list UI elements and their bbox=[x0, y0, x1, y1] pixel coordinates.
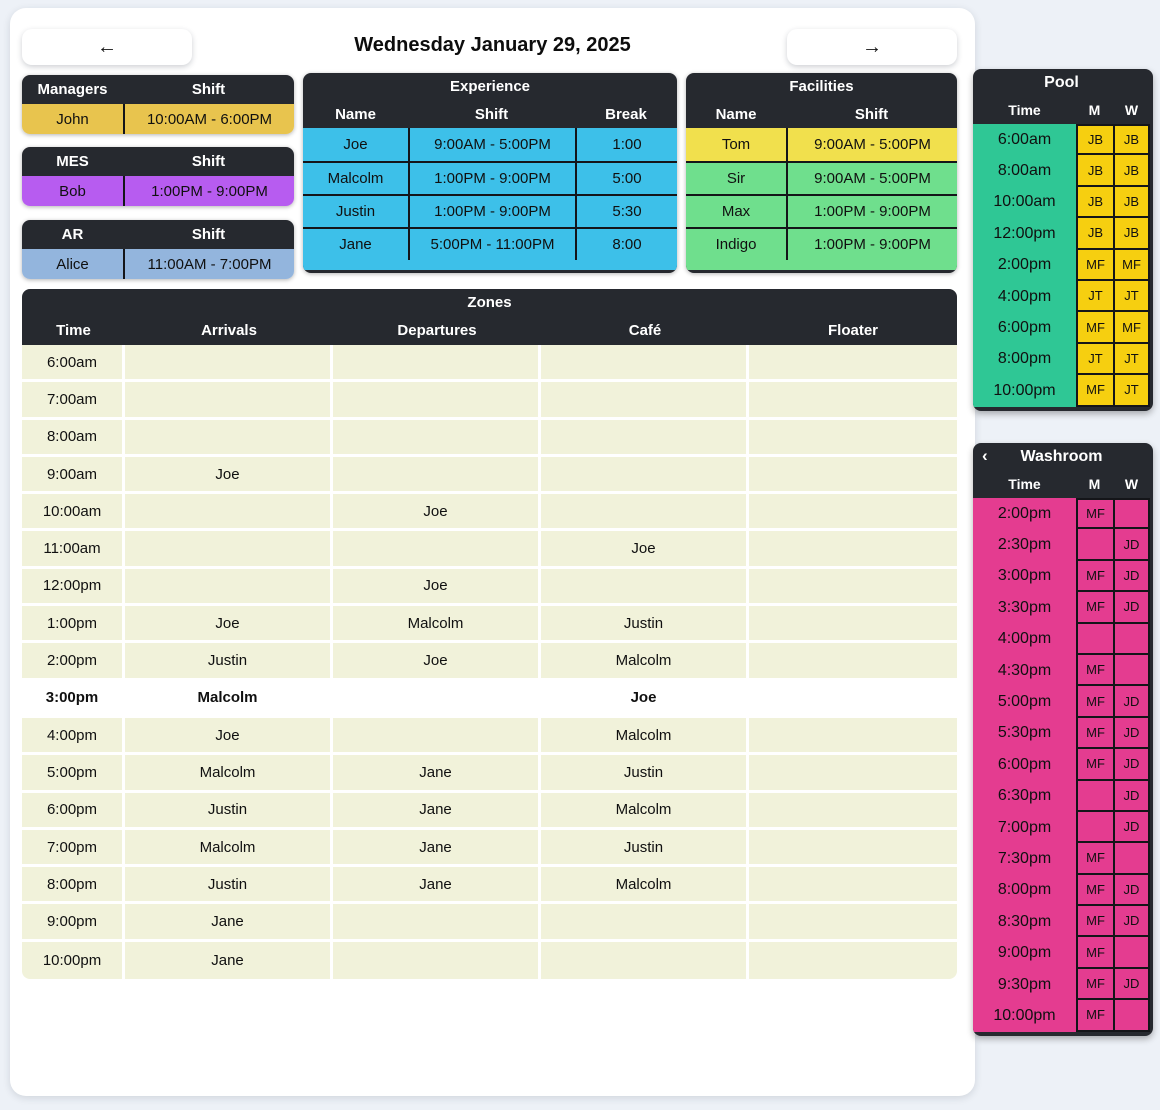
zones-cell-departures: Jane bbox=[333, 755, 541, 792]
zones-cell-departures: Joe bbox=[333, 494, 541, 531]
pool-body bbox=[973, 124, 1150, 407]
washroom-m-cell: MF bbox=[1076, 843, 1113, 874]
washroom-row bbox=[973, 686, 1150, 717]
zones-cell-cafe bbox=[541, 569, 749, 606]
facilities-shift-cell: 9:00AM - 5:00PM bbox=[786, 163, 957, 194]
washroom-col-time: Time bbox=[1008, 476, 1041, 492]
zones-cell-cafe bbox=[541, 420, 749, 457]
washroom-col-w: W bbox=[1124, 476, 1139, 492]
zones-cell-time: 1:00pm bbox=[22, 606, 125, 643]
washroom-time-cell: 3:30pm bbox=[973, 592, 1076, 623]
zones-body bbox=[22, 345, 957, 979]
managers-title: Managers bbox=[37, 81, 108, 98]
zones-cell-arrivals bbox=[125, 531, 333, 568]
washroom-table bbox=[973, 443, 1153, 1036]
washroom-title: Washroom bbox=[1020, 447, 1103, 465]
zones-row bbox=[22, 420, 957, 457]
pool-row bbox=[973, 155, 1150, 186]
pool-m-cell: JT bbox=[1076, 281, 1113, 312]
zones-cell-floater bbox=[749, 569, 957, 606]
zones-cell-cafe: Joe bbox=[541, 531, 749, 568]
washroom-w-cell bbox=[1113, 843, 1150, 874]
chevron-left-icon[interactable]: ‹ bbox=[982, 446, 988, 465]
pool-w-cell: JB bbox=[1113, 124, 1150, 155]
washroom-m-cell: MF bbox=[1076, 749, 1113, 780]
experience-row bbox=[303, 128, 677, 161]
zones-cell-cafe: Joe bbox=[541, 681, 749, 718]
zones-cell-time: 10:00am bbox=[22, 494, 125, 531]
pool-m-cell: MF bbox=[1076, 312, 1113, 343]
zones-cell-arrivals: Jane bbox=[125, 942, 333, 979]
zones-cell-cafe bbox=[541, 942, 749, 979]
pool-time-cell: 8:00am bbox=[973, 155, 1076, 186]
facilities-table bbox=[686, 73, 957, 273]
zones-cell-arrivals bbox=[125, 345, 333, 382]
zones-cell-time: 8:00pm bbox=[22, 867, 125, 904]
zones-cell-cafe: Justin bbox=[541, 755, 749, 792]
zones-cell-time: 6:00am bbox=[22, 345, 125, 382]
ar-name-cell: Alice bbox=[22, 249, 123, 279]
mes-title: MES bbox=[56, 153, 89, 170]
zones-cell-departures bbox=[333, 718, 541, 755]
zones-cell-arrivals: Malcolm bbox=[125, 681, 333, 718]
facilities-row bbox=[686, 194, 957, 227]
pool-row bbox=[973, 250, 1150, 281]
ar-shift-header: Shift bbox=[191, 226, 226, 243]
experience-name-cell: Malcolm bbox=[303, 163, 408, 194]
prev-day-button[interactable] bbox=[22, 29, 192, 65]
zones-cell-arrivals bbox=[125, 420, 333, 457]
zones-cell-departures bbox=[333, 942, 541, 979]
zones-row bbox=[22, 531, 957, 568]
facilities-body bbox=[686, 128, 957, 260]
zones-row bbox=[22, 643, 957, 680]
zones-cell-arrivals bbox=[125, 569, 333, 606]
zones-col-floater: Floater bbox=[827, 322, 878, 339]
zones-cell-arrivals: Justin bbox=[125, 793, 333, 830]
zones-row bbox=[22, 904, 957, 941]
experience-shift-cell: 5:00PM - 11:00PM bbox=[408, 229, 575, 260]
facilities-col-shift: Shift bbox=[854, 105, 889, 123]
zones-cell-cafe bbox=[541, 904, 749, 941]
experience-body bbox=[303, 128, 677, 260]
pool-m-cell: JB bbox=[1076, 187, 1113, 218]
zones-cell-arrivals: Joe bbox=[125, 457, 333, 494]
experience-shift-cell: 9:00AM - 5:00PM bbox=[408, 128, 575, 161]
zones-cell-time: 9:00am bbox=[22, 457, 125, 494]
pool-row bbox=[973, 187, 1150, 218]
managers-row bbox=[22, 104, 294, 134]
pool-col-m: M bbox=[1088, 102, 1101, 118]
pool-w-cell: JB bbox=[1113, 155, 1150, 186]
pool-time-cell: 10:00am bbox=[973, 187, 1076, 218]
washroom-time-cell: 9:30pm bbox=[973, 969, 1076, 1000]
zones-col-departures: Departures bbox=[397, 322, 477, 339]
pool-m-cell: JB bbox=[1076, 218, 1113, 249]
zones-cell-floater bbox=[749, 718, 957, 755]
pool-w-cell: JB bbox=[1113, 187, 1150, 218]
zones-cell-arrivals bbox=[125, 494, 333, 531]
washroom-time-cell: 4:30pm bbox=[973, 655, 1076, 686]
pool-row bbox=[973, 375, 1150, 406]
washroom-row bbox=[973, 843, 1150, 874]
zones-cell-time: 8:00am bbox=[22, 420, 125, 457]
experience-row bbox=[303, 161, 677, 194]
ar-shift-cell: 11:00AM - 7:00PM bbox=[123, 249, 294, 279]
zones-cell-time: 5:00pm bbox=[22, 755, 125, 792]
washroom-time-cell: 5:30pm bbox=[973, 718, 1076, 749]
pool-time-cell: 12:00pm bbox=[973, 218, 1076, 249]
washroom-time-cell: 6:00pm bbox=[973, 749, 1076, 780]
pool-m-cell: MF bbox=[1076, 250, 1113, 281]
zones-col-arrivals: Arrivals bbox=[201, 322, 257, 339]
zones-cell-departures: Malcolm bbox=[333, 606, 541, 643]
pool-row bbox=[973, 218, 1150, 249]
washroom-w-cell: JD bbox=[1113, 686, 1150, 717]
zones-cell-floater bbox=[749, 681, 957, 718]
zones-cell-arrivals: Justin bbox=[125, 643, 333, 680]
washroom-m-cell bbox=[1076, 529, 1113, 560]
washroom-w-cell bbox=[1113, 1000, 1150, 1031]
washroom-w-cell bbox=[1113, 498, 1150, 529]
pool-w-cell: MF bbox=[1113, 312, 1150, 343]
pool-col-w: W bbox=[1124, 102, 1139, 118]
zones-col-cafe: Café bbox=[628, 322, 662, 339]
washroom-time-cell: 2:30pm bbox=[973, 529, 1076, 560]
washroom-time-cell: 3:00pm bbox=[973, 561, 1076, 592]
managers-shift-cell: 10:00AM - 6:00PM bbox=[123, 104, 294, 134]
zones-cell-floater bbox=[749, 904, 957, 941]
zones-row bbox=[22, 942, 957, 979]
experience-row bbox=[303, 227, 677, 260]
facilities-footer bbox=[686, 260, 957, 270]
zones-cell-departures bbox=[333, 681, 541, 718]
experience-shift-cell: 1:00PM - 9:00PM bbox=[408, 196, 575, 227]
experience-name-cell: Justin bbox=[303, 196, 408, 227]
experience-shift-cell: 1:00PM - 9:00PM bbox=[408, 163, 575, 194]
zones-cell-departures: Joe bbox=[333, 569, 541, 606]
washroom-w-cell: JD bbox=[1113, 529, 1150, 560]
facilities-name-cell: Sir bbox=[686, 163, 786, 194]
washroom-w-cell: JD bbox=[1113, 592, 1150, 623]
zones-cell-floater bbox=[749, 531, 957, 568]
facilities-title: Facilities bbox=[789, 78, 854, 95]
washroom-time-cell: 7:00pm bbox=[973, 812, 1076, 843]
washroom-m-cell bbox=[1076, 781, 1113, 812]
zones-cell-cafe: Justin bbox=[541, 606, 749, 643]
washroom-time-cell: 8:30pm bbox=[973, 906, 1076, 937]
washroom-row bbox=[973, 969, 1150, 1000]
pool-row bbox=[973, 344, 1150, 375]
zones-cell-cafe bbox=[541, 382, 749, 419]
zones-cell-arrivals: Justin bbox=[125, 867, 333, 904]
pool-time-cell: 4:00pm bbox=[973, 281, 1076, 312]
zones-cell-cafe: Justin bbox=[541, 830, 749, 867]
left-arrow-icon: ← bbox=[97, 35, 117, 58]
pool-w-cell: JB bbox=[1113, 218, 1150, 249]
zones-cell-cafe: Malcolm bbox=[541, 793, 749, 830]
experience-table bbox=[303, 73, 677, 273]
zones-cell-departures bbox=[333, 904, 541, 941]
zones-cell-cafe: Malcolm bbox=[541, 643, 749, 680]
managers-table bbox=[22, 75, 294, 134]
zones-col-time: Time bbox=[56, 322, 91, 339]
experience-name-cell: Joe bbox=[303, 128, 408, 161]
zones-cell-cafe: Malcolm bbox=[541, 718, 749, 755]
washroom-m-cell: MF bbox=[1076, 592, 1113, 623]
washroom-m-cell: MF bbox=[1076, 655, 1113, 686]
experience-footer bbox=[303, 260, 677, 270]
zones-row bbox=[22, 606, 957, 643]
zones-cell-arrivals bbox=[125, 382, 333, 419]
washroom-m-cell: MF bbox=[1076, 1000, 1113, 1031]
pool-w-cell: JT bbox=[1113, 281, 1150, 312]
washroom-m-cell: MF bbox=[1076, 561, 1113, 592]
pool-m-cell: JB bbox=[1076, 155, 1113, 186]
washroom-time-cell: 10:00pm bbox=[973, 1000, 1076, 1031]
pool-w-cell: JT bbox=[1113, 375, 1150, 406]
pool-m-cell: JB bbox=[1076, 124, 1113, 155]
zones-cell-floater bbox=[749, 867, 957, 904]
facilities-name-cell: Indigo bbox=[686, 229, 786, 260]
pool-time-cell: 10:00pm bbox=[973, 375, 1076, 406]
zones-cell-floater bbox=[749, 420, 957, 457]
zones-row bbox=[22, 793, 957, 830]
zones-cell-time: 9:00pm bbox=[22, 904, 125, 941]
pool-time-cell: 6:00pm bbox=[973, 312, 1076, 343]
zones-cell-cafe bbox=[541, 494, 749, 531]
washroom-row bbox=[973, 561, 1150, 592]
zones-cell-cafe bbox=[541, 345, 749, 382]
zones-cell-departures bbox=[333, 457, 541, 494]
washroom-time-cell: 5:00pm bbox=[973, 686, 1076, 717]
zones-row bbox=[22, 830, 957, 867]
right-arrow-icon: → bbox=[862, 35, 882, 58]
washroom-row bbox=[973, 718, 1150, 749]
zones-cell-time: 4:00pm bbox=[22, 718, 125, 755]
next-day-button[interactable] bbox=[787, 29, 957, 65]
washroom-m-cell: MF bbox=[1076, 498, 1113, 529]
pool-m-cell: MF bbox=[1076, 375, 1113, 406]
facilities-shift-cell: 1:00PM - 9:00PM bbox=[786, 229, 957, 260]
washroom-body bbox=[973, 498, 1150, 1032]
mes-table bbox=[22, 147, 294, 206]
zones-cell-arrivals: Malcolm bbox=[125, 755, 333, 792]
main-card bbox=[10, 8, 975, 1096]
zones-cell-departures: Joe bbox=[333, 643, 541, 680]
washroom-w-cell: JD bbox=[1113, 781, 1150, 812]
washroom-time-cell: 8:00pm bbox=[973, 875, 1076, 906]
pool-table bbox=[973, 69, 1153, 411]
zones-cell-cafe bbox=[541, 457, 749, 494]
zones-cell-floater bbox=[749, 830, 957, 867]
mes-row bbox=[22, 176, 294, 206]
pool-w-cell: MF bbox=[1113, 250, 1150, 281]
zones-cell-arrivals: Joe bbox=[125, 718, 333, 755]
managers-shift-header: Shift bbox=[191, 81, 226, 98]
washroom-row bbox=[973, 498, 1150, 529]
washroom-w-cell: JD bbox=[1113, 749, 1150, 780]
zones-title: Zones bbox=[22, 289, 957, 316]
zones-row bbox=[22, 569, 957, 606]
washroom-row bbox=[973, 906, 1150, 937]
washroom-row bbox=[973, 812, 1150, 843]
zones-row bbox=[22, 681, 957, 718]
zones-row bbox=[22, 867, 957, 904]
washroom-w-cell bbox=[1113, 937, 1150, 968]
washroom-m-cell bbox=[1076, 812, 1113, 843]
zones-cell-time: 6:00pm bbox=[22, 793, 125, 830]
ar-row bbox=[22, 249, 294, 279]
pool-row bbox=[973, 312, 1150, 343]
washroom-row bbox=[973, 592, 1150, 623]
facilities-row bbox=[686, 227, 957, 260]
washroom-row bbox=[973, 937, 1150, 968]
washroom-m-cell: MF bbox=[1076, 686, 1113, 717]
experience-break-cell: 8:00 bbox=[575, 229, 677, 260]
washroom-time-cell: 7:30pm bbox=[973, 843, 1076, 874]
mes-shift-cell: 1:00PM - 9:00PM bbox=[123, 176, 294, 206]
zones-cell-departures bbox=[333, 345, 541, 382]
zones-cell-floater bbox=[749, 345, 957, 382]
zones-row bbox=[22, 345, 957, 382]
washroom-time-cell: 2:00pm bbox=[973, 498, 1076, 529]
washroom-time-cell: 6:30pm bbox=[973, 781, 1076, 812]
washroom-w-cell: JD bbox=[1113, 812, 1150, 843]
washroom-row bbox=[973, 529, 1150, 560]
ar-title: AR bbox=[61, 226, 84, 243]
zones-cell-arrivals: Jane bbox=[125, 904, 333, 941]
washroom-row bbox=[973, 624, 1150, 655]
zones-cell-arrivals: Malcolm bbox=[125, 830, 333, 867]
facilities-row bbox=[686, 128, 957, 161]
washroom-row bbox=[973, 1000, 1150, 1031]
zones-cell-time: 11:00am bbox=[22, 531, 125, 568]
washroom-w-cell: JD bbox=[1113, 906, 1150, 937]
zones-row bbox=[22, 755, 957, 792]
zones-cell-floater bbox=[749, 942, 957, 979]
washroom-col-m: M bbox=[1088, 476, 1101, 492]
washroom-m-cell bbox=[1076, 624, 1113, 655]
washroom-row bbox=[973, 875, 1150, 906]
pool-col-time: Time bbox=[1008, 102, 1041, 118]
washroom-row bbox=[973, 655, 1150, 686]
zones-cell-time: 12:00pm bbox=[22, 569, 125, 606]
washroom-m-cell: MF bbox=[1076, 718, 1113, 749]
pool-row bbox=[973, 124, 1150, 155]
pool-time-cell: 8:00pm bbox=[973, 344, 1076, 375]
zones-cell-floater bbox=[749, 382, 957, 419]
pool-w-cell: JT bbox=[1113, 344, 1150, 375]
experience-break-cell: 5:00 bbox=[575, 163, 677, 194]
zones-cell-floater bbox=[749, 494, 957, 531]
zones-cell-floater bbox=[749, 606, 957, 643]
date-title: Wednesday January 29, 2025 bbox=[354, 34, 631, 56]
zones-cell-arrivals: Joe bbox=[125, 606, 333, 643]
zones-cell-floater bbox=[749, 755, 957, 792]
facilities-col-name: Name bbox=[715, 105, 757, 123]
zones-cell-floater bbox=[749, 457, 957, 494]
experience-name-cell: Jane bbox=[303, 229, 408, 260]
experience-col-name: Name bbox=[335, 105, 376, 123]
zones-row bbox=[22, 718, 957, 755]
zones-row bbox=[22, 494, 957, 531]
zones-cell-time: 7:00pm bbox=[22, 830, 125, 867]
experience-break-cell: 1:00 bbox=[575, 128, 677, 161]
zones-cell-cafe: Malcolm bbox=[541, 867, 749, 904]
mes-name-cell: Bob bbox=[22, 176, 123, 206]
zones-cell-time: 2:00pm bbox=[22, 643, 125, 680]
zones-cell-departures bbox=[333, 420, 541, 457]
pool-time-cell: 6:00am bbox=[973, 124, 1076, 155]
zones-cell-departures: Jane bbox=[333, 793, 541, 830]
zones-cell-departures bbox=[333, 382, 541, 419]
facilities-name-cell: Tom bbox=[686, 128, 786, 161]
zones-cell-floater bbox=[749, 793, 957, 830]
experience-title: Experience bbox=[449, 78, 531, 95]
zones-table bbox=[22, 289, 957, 979]
washroom-time-cell: 9:00pm bbox=[973, 937, 1076, 968]
zones-row bbox=[22, 457, 957, 494]
facilities-shift-cell: 1:00PM - 9:00PM bbox=[786, 196, 957, 227]
washroom-row bbox=[973, 781, 1150, 812]
washroom-w-cell: JD bbox=[1113, 969, 1150, 1000]
washroom-w-cell bbox=[1113, 624, 1150, 655]
washroom-m-cell: MF bbox=[1076, 875, 1113, 906]
washroom-row bbox=[973, 749, 1150, 780]
facilities-shift-cell: 9:00AM - 5:00PM bbox=[786, 128, 957, 161]
washroom-w-cell: JD bbox=[1113, 718, 1150, 749]
experience-col-shift: Shift bbox=[474, 105, 509, 123]
zones-cell-time: 3:00pm bbox=[22, 681, 125, 718]
washroom-m-cell: MF bbox=[1076, 937, 1113, 968]
zones-cell-departures: Jane bbox=[333, 867, 541, 904]
washroom-w-cell: JD bbox=[1113, 875, 1150, 906]
pool-row bbox=[973, 281, 1150, 312]
zones-cell-time: 7:00am bbox=[22, 382, 125, 419]
facilities-row bbox=[686, 161, 957, 194]
pool-title: Pool bbox=[1044, 73, 1079, 91]
washroom-m-cell: MF bbox=[1076, 906, 1113, 937]
washroom-w-cell: JD bbox=[1113, 561, 1150, 592]
experience-row bbox=[303, 194, 677, 227]
washroom-w-cell bbox=[1113, 655, 1150, 686]
managers-name-cell: John bbox=[22, 104, 123, 134]
mes-shift-header: Shift bbox=[191, 153, 226, 170]
zones-cell-time: 10:00pm bbox=[22, 942, 125, 979]
pool-m-cell: JT bbox=[1076, 344, 1113, 375]
pool-time-cell: 2:00pm bbox=[973, 250, 1076, 281]
experience-col-break: Break bbox=[605, 105, 647, 123]
zones-cell-floater bbox=[749, 643, 957, 680]
facilities-name-cell: Max bbox=[686, 196, 786, 227]
experience-break-cell: 5:30 bbox=[575, 196, 677, 227]
ar-table bbox=[22, 220, 294, 279]
zones-cell-departures bbox=[333, 531, 541, 568]
zones-cell-departures: Jane bbox=[333, 830, 541, 867]
washroom-m-cell: MF bbox=[1076, 969, 1113, 1000]
washroom-time-cell: 4:00pm bbox=[973, 624, 1076, 655]
zones-row bbox=[22, 382, 957, 419]
